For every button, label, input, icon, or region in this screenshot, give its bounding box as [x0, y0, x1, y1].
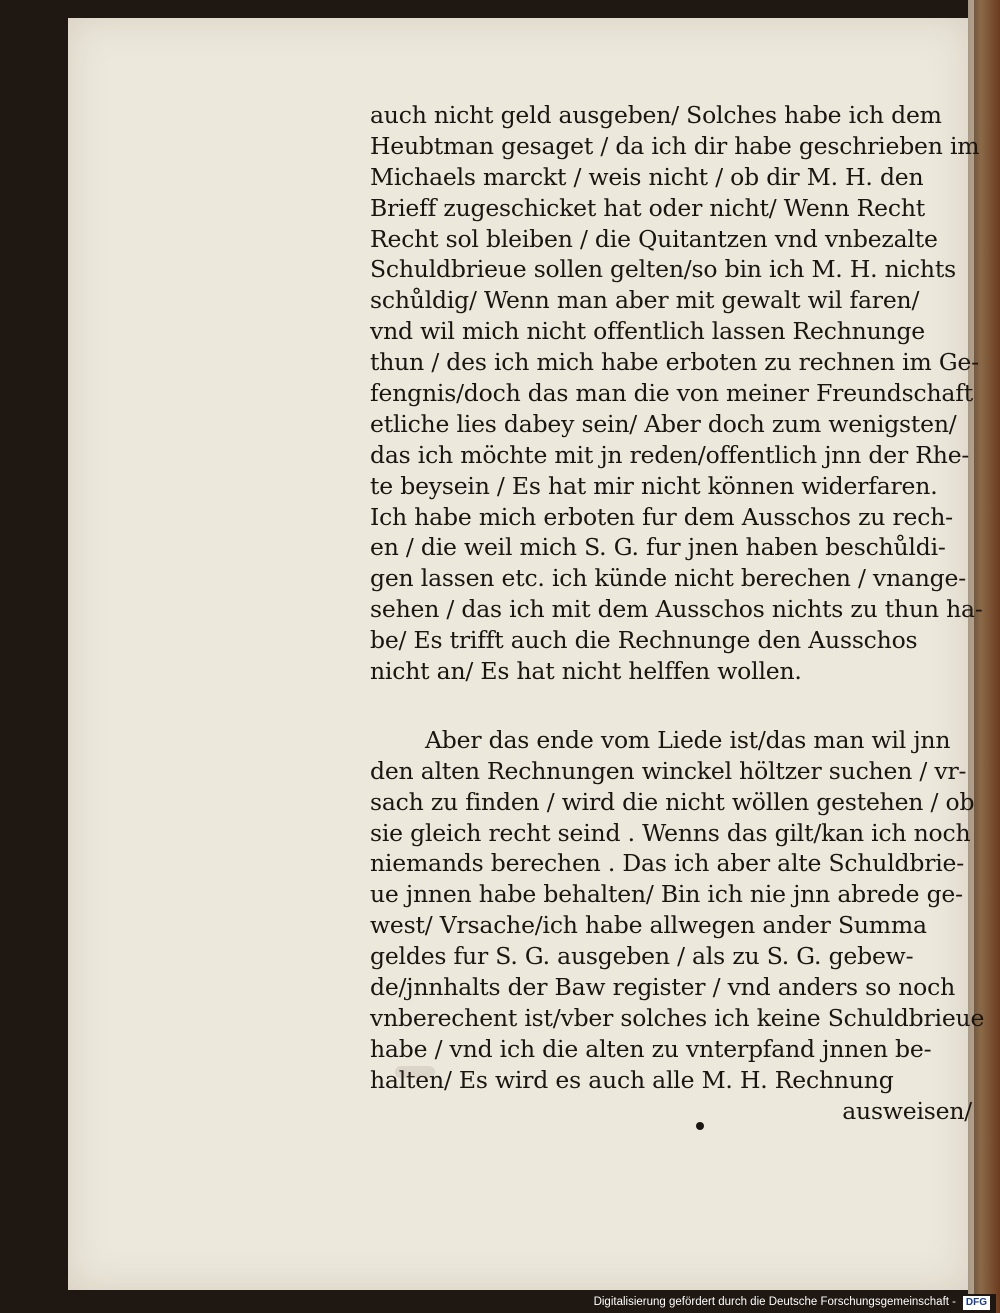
- text-line: Brieff zugeschicket hat oder nicht/ Wenn Recht: [370, 193, 926, 222]
- text-line: den alten Rechnungen winckel höltzer suchen / vr-: [370, 756, 967, 785]
- text-line: halten/ Es wird es auch alle M. H. Rechnung: [370, 1065, 894, 1094]
- text-line: thun / des ich mich habe erboten zu rechnen im Ge-: [370, 348, 979, 377]
- text-line: Recht sol bleiben / die Quitantzen vnd vnbezalte: [370, 224, 938, 253]
- funding-credit: Digitalisierung gefördert durch die Deutsche Forschungsgemeinschaft -: [593, 1296, 956, 1308]
- bleed-through-mark: [395, 1066, 435, 1078]
- catchword: ausweisen/: [842, 1096, 972, 1125]
- ink-dot: [696, 1122, 704, 1130]
- body-text: [370, 100, 985, 1127]
- text-line: etliche lies dabey sein/ Aber doch zum wenigsten/: [370, 409, 957, 438]
- text-line: vnberechent ist/vber solches ich keine Schuldbrieue: [370, 1003, 985, 1032]
- text-line: sach zu finden / wird die nicht wöllen gestehen / ob: [370, 787, 975, 816]
- footer-bar: [593, 1294, 996, 1313]
- text-line: fengnis/doch das man die von meiner Freundschaft: [370, 379, 973, 408]
- text-line: geldes fur S. G. ausgeben / als zu S. G. gebew-: [370, 942, 914, 971]
- text-line: auch nicht geld ausgeben/ Solches habe ich dem: [370, 101, 942, 129]
- text-line: Michaels marckt / weis nicht / ob dir M. H. den: [370, 162, 924, 191]
- text-line: Schuldbrieue sollen gelten/so bin ich M. H. nichts: [370, 255, 956, 284]
- text-line: Heubtman gesaget / da ich dir habe geschrieben im: [370, 131, 980, 160]
- text-line: be/ Es trifft auch die Rechnunge den Ausschos: [370, 626, 918, 655]
- text-line: Ich habe mich erboten fur dem Ausschos zu rech-: [370, 502, 953, 531]
- text-line: de/jnnhalts der Baw register / vnd anders so noch: [370, 973, 956, 1002]
- text-line: schůldig/ Wenn man aber mit gewalt wil faren/: [370, 286, 920, 315]
- dfg-logo: DFG: [963, 1296, 990, 1310]
- text-line: niemands berechen . Das ich aber alte Schuldbrie-: [370, 849, 965, 878]
- text-line: west/ Vrsache/ich habe allwegen ander Summa: [370, 911, 927, 940]
- text-line: vnd wil mich nicht offentlich lassen Rechnunge: [370, 317, 926, 346]
- text-line: nicht an/ Es hat nicht helffen wollen.: [370, 657, 802, 686]
- paragraph-1: [370, 100, 983, 687]
- paragraph-2: [370, 725, 985, 1096]
- text-line: en / die weil mich S. G. fur jnen haben beschůldi-: [370, 533, 946, 562]
- text-line: habe / vnd ich die alten zu vnterpfand jnnen be-: [370, 1034, 932, 1063]
- text-line: te beysein / Es hat mir nicht können widerfaren.: [370, 471, 938, 500]
- text-line: ue jnnen habe behalten/ Bin ich nie jnn abrede ge-: [370, 880, 963, 909]
- text-line: das ich möchte mit jn reden/offentlich jnn der Rhe-: [370, 440, 970, 469]
- text-line: Aber das ende vom Liede ist/das man wil jnn: [425, 725, 951, 754]
- text-line: gen lassen etc. ich künde nicht berechen / vnange-: [370, 564, 966, 593]
- text-line: sehen / das ich mit dem Ausschos nichts zu thun ha-: [370, 595, 983, 624]
- text-line: sie gleich recht seind . Wenns das gilt/kan ich noch: [370, 818, 971, 847]
- paragraph-gap: [370, 687, 980, 725]
